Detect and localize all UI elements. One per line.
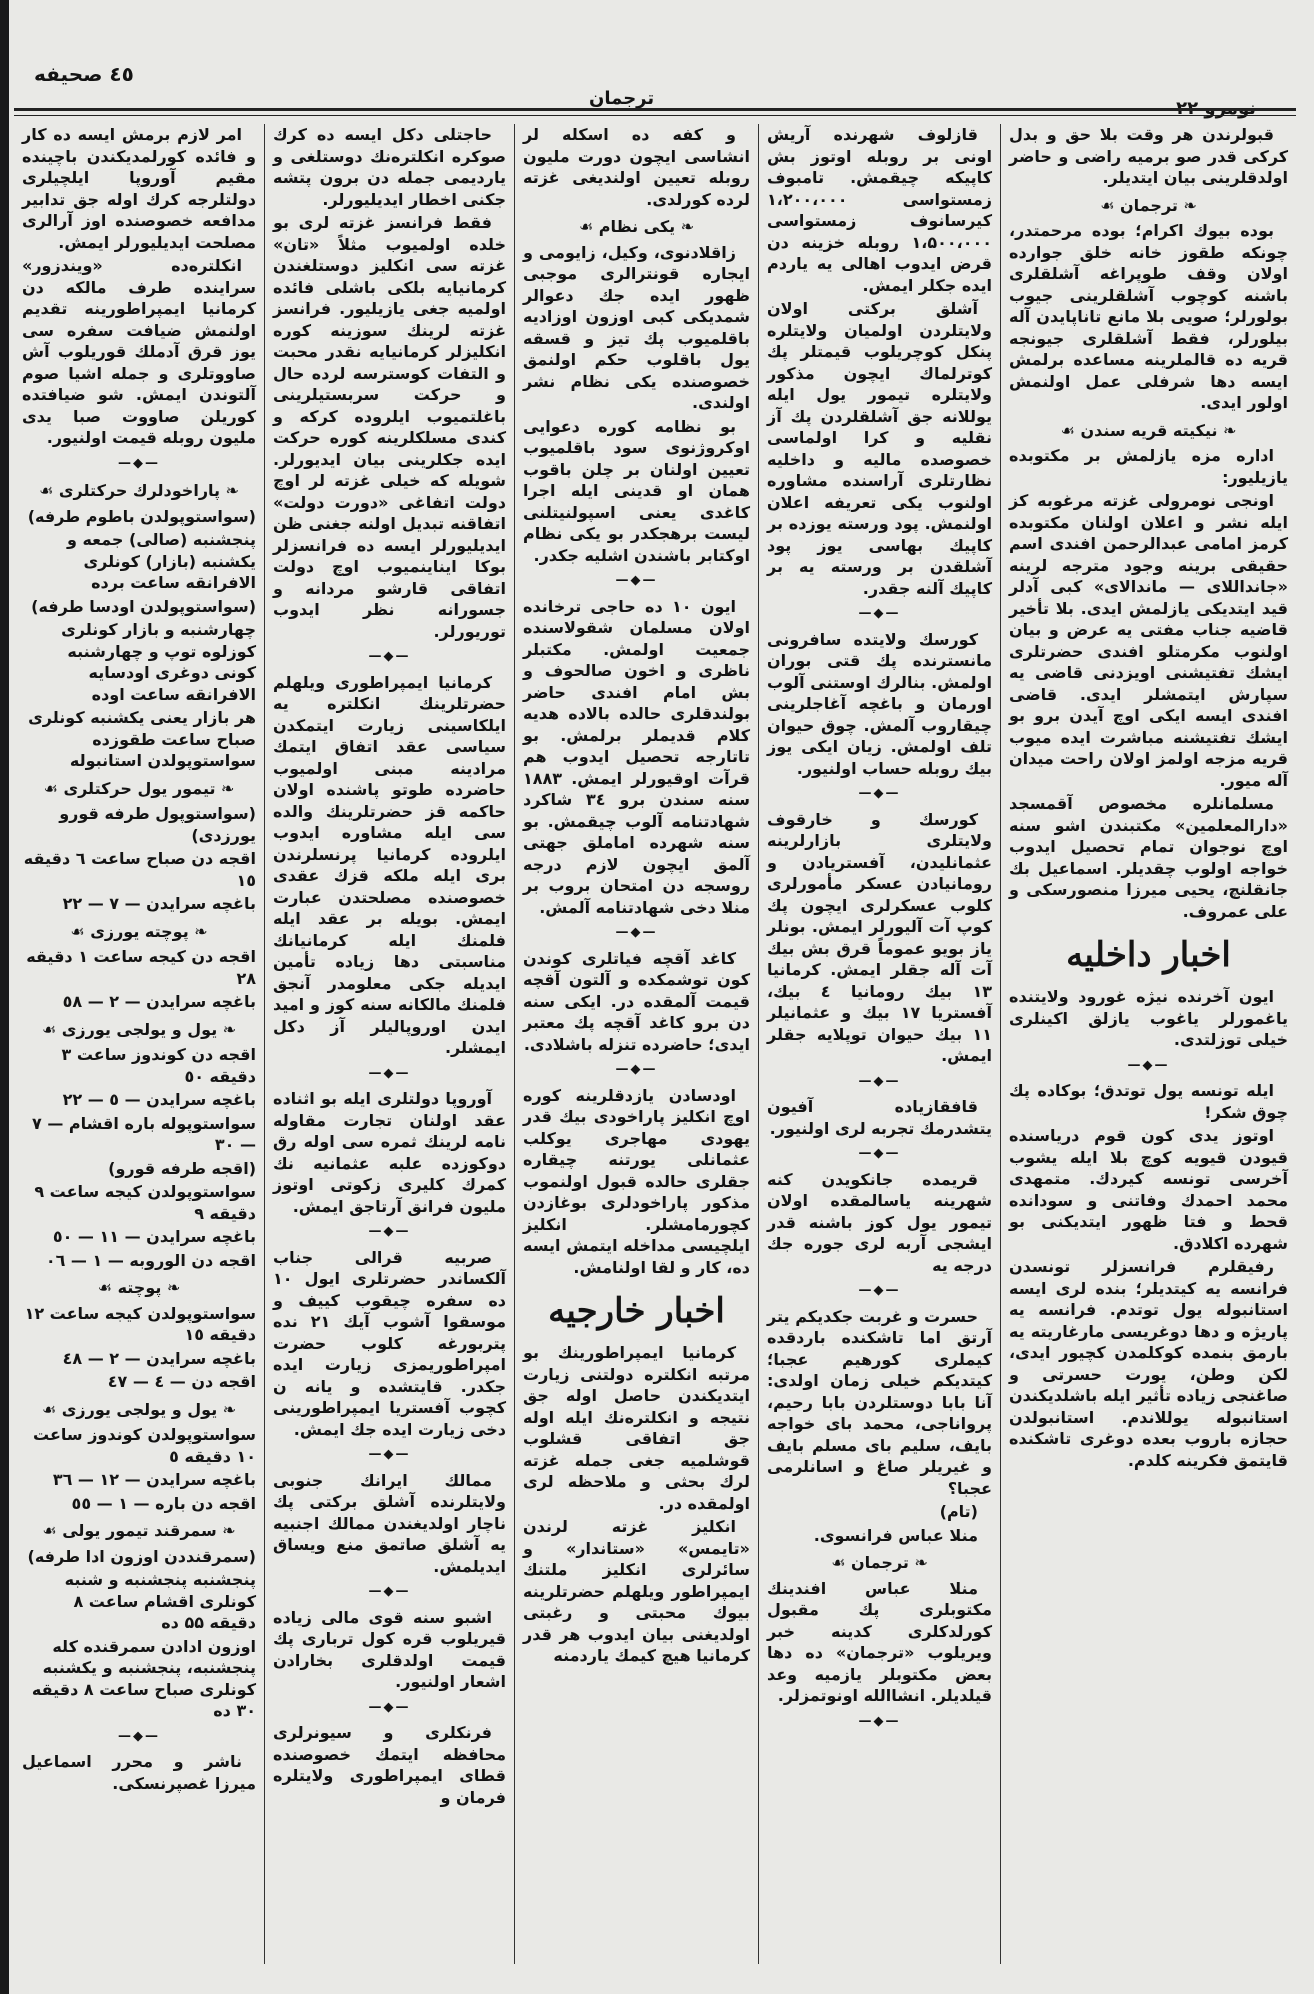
article-paragraph: کورسك ولایتده سافرونی مانسترنده پك قتی بوران اولمش. بنالرك اوستنی آلوب اورمان و باغچه آغاجلرینی چیقاروب آلمش. چوق حیوان تلف اولمش. زیان ایکی یوز بیك روبله حساب اولنیور. (767, 629, 992, 778)
article-paragraph: ناشر و محرر اسماعیل میرزا غصپرنسکی. (22, 1752, 256, 1793)
schedule-line: پنجشنبه (صالی) جمعه و یکشنبه (بازار) کونلری الافرانقه ساعت برده (66, 530, 256, 592)
issue-number: نومرو ٢٢ (1176, 98, 1256, 119)
section-heading: ❧ پوچته یورزی ☙ (22, 921, 256, 943)
schedule-line: باغچه سرایدن — ١٢ — ٣٦ (52, 1470, 256, 1489)
schedule-line: باغچه سرایدن — ٧ — ٢٢ (62, 894, 256, 913)
schedule-line: اقجه دن کیجه ساعت ١ دقیقه ٢٨ (26, 947, 256, 988)
section-heading: ❧ پوچته ☙ (22, 1277, 256, 1299)
schedule-line: اوزون ادادن سمرقنده کله پنجشنبه، پنجشنبه و یکشنبه کونلری صباح ساعت ۸ دقیقه ۳۰ ده (31, 1636, 256, 1720)
article-paragraph: اودسادن یازدقلرینه کوره اوچ انکلیز پاراخودی بیك قدر یهودی مهاجری یوکلب عثمانلی یورتنه چیقاره جقلری حالده قبول اولنموب مذکور پاراخودلری بوغازدن کچورمامشلر. انکلیز ایلچیسی مداخله ایتمش ایسه ده، کار و لقا اولنامش. (523, 1085, 750, 1277)
section-separator: —◆— (368, 1224, 411, 1239)
column-4 (264, 124, 514, 1964)
section-separator: —◆— (118, 1728, 160, 1744)
article-paragraph: کرمانیا ایمپراطورینك بو مرتبه انکلتره دولتنی زیارت ایتدیکندن حاصل اوله جق نتیجه و انکلترەنك ایله اوله جق اتفاقی قشلوب قوشلمیه جغی جمله غزته لرك بحثی و ملاحظه لری اولمقده در. (523, 1343, 750, 1513)
article-paragraph: اشبو سنه قوی مالی زیاده قیریلوب قره کول ترباری پك قیمت اولدقلری بخارادن اشعار اولنیور. (273, 1607, 506, 1691)
schedule-line: اقجه دن صباح ساعت ٦ دقیقه ١٥ (23, 849, 256, 890)
article-paragraph: امر لازم برمش ایسه ده کار و فائده کورلمدیکندن باچینده مقیم آوروپا ایلچیلری دولتلرجه کرك اوله جق تدابیر مدافعه خصوصنده اوز آرالری مصلحت ایدیلیورلر ایمش. (22, 125, 256, 252)
schedule-line: (سواستوپول طرفه قورو یورزدی) (59, 804, 256, 845)
article-paragraph: قافقازیاده آفیون یتشدرمك تجربه لری اولنیور. (767, 1097, 992, 1138)
section-heading: ❧ یول و یولجی یورزی ☙ (22, 1019, 256, 1041)
article-paragraph: انکلیز غزته لرندن «تایمس» «ستاندار» و سائرلری انکلیز ملتنك ایمپراطور ویلهلم حضرتلرینه بیوك محبتی و رغبتی اولدیغنی بیان ایدوب هر قدر کرمانیا هیچ کیمك یاردمنه (523, 1517, 750, 1665)
article-paragraph: قازلوف شهرنده آریش اونی بر روبله اوتوز بش کاپیکه چیقمش. تامبوف زمستواسی ۱،۲۰۰،۰۰۰ کیرسانوف زمستواسی ۱،۵۰۰،۰۰۰ روبله خزینه دن قرض ایدوب اهالی یه یاردم ایده جکلر ایمش. (767, 125, 992, 295)
section-separator: —◆— (615, 925, 658, 940)
schedule-line: باغچه سرایدن — ٢ — ٤٨ (62, 1348, 256, 1368)
section-heading: ❧ پاراخودلرك حرکتلری ☙ (22, 480, 256, 502)
article-paragraph: منلا عباس فرانسوی. (813, 1525, 978, 1545)
section-separator: —◆— (1127, 1057, 1170, 1073)
schedule-line: باغچه سرایدن — ٢ — ٥٨ (62, 992, 256, 1011)
article-paragraph: آشلق برکتی اولان ولایتلردن اولمیان ولایتلره پنکل کوچریلوب قیمتلر پك کوترلماك ایچون مذکور ولایتلره تیمور یول ایله یوللانه جق آشلقلردن پك آز نقلیه و کرا اولماسی خصوصده مالیه و داخلیه نظارتلری آراسنده مشاوره اولنوب یکی تعریفه اعلان اولنمش. پود ورسته یوزده بر کاپیك بهاسی یوز پود آشلقدن بر ورسته یه بر کاپیك آلنه جقدر. (767, 299, 992, 598)
article-paragraph: ایون آخرنده نیژه غورود ولایتنده یاغمورلر یاغوب یازلق اکینلری خیلی توزلتدی. (1009, 987, 1288, 1049)
section-separator: —◆— (368, 1065, 411, 1081)
article-paragraph: حاجتلی دکل ایسه ده کرك صوکره انکلترەنك دوستلغی و یاردیمی جمله دن برون پتشه جکنی اخطار ایدیلیورلر. (273, 125, 506, 209)
section-heading: ❧ یول و یولجی یورزی ☙ (22, 1399, 256, 1421)
article-paragraph: ایله تونسه یول توتدق؛ بوکاده پك چوق شکر! (1009, 1081, 1288, 1122)
article-paragraph: کورسك و خارقوف ولایتلری بازارلرینه عثمانلیدن، آفستریادن و رومانیادن عسکر مأمورلری کلوب عسکرلری ایچون پك کوپ آت آلیورلر ایمش. بونلر یاز بویو عموماً قرق بش بیك آت آله جقلر ایمش. کرمانیا ۱۳ بیك رومانیا ٤ بیك، آفستریا ۱۷ بیك و عثمانیلر ۱۱ بیك حیوان توپلایه جقلر ایمش. (767, 809, 993, 1065)
section-separator: —◆— (118, 455, 160, 471)
schedule-line: سواستوپوله باره اقشام — ٧ — ٣٠ (32, 1113, 256, 1154)
section-heading: ❧ نیکیته قریه سندن ☙ (1009, 420, 1288, 442)
article-paragraph: (تام) (939, 1502, 978, 1521)
section-separator: —◆— (368, 1699, 411, 1715)
column-2 (758, 124, 1000, 1964)
article-paragraph: اونجی نومرولی غزته مرغوبه کز ایله نشر و اعلان اولنان مکتوبده کرمز امامی عبدالرحمن افندی اسم حقیقی برینه وجود مترجه لرینه «جانداللای — ماندالای» کبی آدلر قید ایتدیکی یازلمش ایدی. بلا تأخیر قاضیه جناب مفتی یه عرض و بیان اولنوب مکرمتلو افندی حضرتلری ایشك تفتیشنی اویزدنی قاضی یه سپارش ایتمشلر ایدی. قاضی افندی ایسه ایکی اوچ آیدن برو بو ایشك تفتیشنه مباشرت ایده میوب قریه مزجه اولمز اولان راحت میدان آله میور. (1009, 491, 1288, 790)
section-title: اخبار داخلیه (1066, 935, 1231, 975)
section-title: اخبار خارجیه (548, 1291, 725, 1331)
schedule-line: سواستوپولدن کیجه ساعت ٩ دقیقه ٩ (34, 1182, 256, 1223)
schedule-line: هر بازار یعنی یکشنبه کونلری صباح ساعت طقوزده سواستوپولدن استانبوله (28, 708, 256, 770)
article-paragraph: آوروپا دولتلری ایله بو اثناده عقد اولنان تجارت مقاوله نامه لرینك ثمره سی اوله رق دوکوزده علبه عثمانیه نك کمرك کلیری زکوتی اوتوز ملیون فرانق آرتاجق ایمش. (273, 1089, 506, 1216)
schedule-line: اقجه دن باره — ١ — ٥٥ (71, 1493, 256, 1513)
article-paragraph: حسرت و غربت جکدیکم یتر آرتق اما تاشکنده باردقده کیملری کورهیم عجبا؛ کیتدیکم خیلی زمان اولدی: آنا بابا دوستلردن بابا رحیم، پرواناجی، محمد بای خواجه بایف، سلیم بای مسلم بایف و غیریلر صاغ و اسانلرمی عجبا؟ (767, 1306, 992, 1498)
column-3 (514, 124, 758, 1964)
article-paragraph: منلا عباس افندینك مکتوبلری پك مقبول کورلدکلری کدینه خبر ویریلوب «ترجمان» ده دها بعض مکتوبلر یازمیه وعد قیلدیلر. انشاالله اونوتمزلر. (767, 1578, 992, 1705)
article-paragraph: صربیه قرالی جناب آلکساندر حضرتلری ایول ۱۰ ده سفره چیقوب کییف و موسقوا آشوب آیك ۲۱ نده پتربورغه کلوب حضرت امپراطوریمزی زیارت ایده جکدر. قایتشده و یانه ن کچوب آفستریا ایمپراطورینی دخی زیارت ایده جك ایمش. (273, 1247, 506, 1439)
schedule-line: (سواستوپولدن اودسا طرفه) (31, 596, 256, 616)
section-separator: —◆— (858, 1073, 901, 1089)
article-paragraph: مسلمانلره مخصوص آقمسجد «دارالمعلمین» مکتبندن اشو سنه اوچ نوجوان تمام تحصیل ایدوب خواجه اولوب چقدیلر. اسماعیل بك جانقلنچ، یحیی میرزا منصورسکی و علی عمروف. (1009, 794, 1288, 921)
section-heading: ❧ سمرقند تیمور یولی ☙ (22, 1520, 256, 1542)
schedule-line: پنجشنبه پنجشنبه و شنبه کونلری اقشام ساعت ۸ دقیقه ۵۵ ده (64, 1570, 256, 1632)
section-separator: —◆— (368, 1584, 411, 1599)
column-1 (1000, 124, 1296, 1964)
article-paragraph: اداره مزه یازلمش بر مکتوبده یازیلیور: (1009, 446, 1288, 487)
schedule-line: چهارشنبه و بازار کونلری کوزلوه توپ و چهارشنبه کونی دوغری اودسایه الافرانقه ساعت اوده (61, 620, 256, 704)
article-paragraph: کاغد آقچه فیاتلری کوندن کون توشمکده و آلتون آقچه قیمت آلمقده در. ایکی سنه دن برو کاغد آقچه پك معتبر ایدی؛ حاضرده تنزله باشلادی. (523, 948, 750, 1054)
article-paragraph: بو نظامه کوره دعوایی اوکروژنوی سود باقلمیوب تعیین اولنان بر چلن باقوب همان او قدینی ایله اجرا کاغدی یعنی اسپولنیتلنی لیست برهجکدر بو یکی نظام اوکتابر باشندن اشلیه جکدر. (523, 416, 750, 565)
schedule-line: سواستوپولدن کوندوز ساعت ١٠ دقیقه ٥ (33, 1425, 256, 1466)
schedule-line: (اقجه طرفه قورو) (108, 1158, 256, 1178)
schedule-line: (سواستوپولدن باطوم طرفه) (27, 506, 256, 526)
section-separator: —◆— (615, 573, 658, 588)
schedule-line: باغچه سرایدن — ١١ — ٥٠ (52, 1227, 256, 1246)
schedule-line: اقجه دن کوندوز ساعت ٣ دقیقه ٥٠ (61, 1045, 256, 1086)
schedule-line: (سمرقنددن اوزون ادا طرفه) (27, 1546, 256, 1566)
section-separator: —◆— (615, 1062, 658, 1077)
article-paragraph: فرنکلری و سیونرلری محافظه ایتمك خصوصنده قطای ایمپراطوری ولایتلره فرمان و (273, 1723, 506, 1807)
article-paragraph: بوده بیوك اکرام؛ بوده مرحمتدر، چونکه طقوز خانه خلق جوارده اولان وقف طوپراغه آشلقلری باشنه کوچوب آشلقلرینی جیوب بولورلر؛ صویی بلا مانع تاناپایدن آله بیلورلر، فقط آشلقلری جیونجه قریه ده قالملرینه مساعده برلمش ایسه دها شرفلی عمل اولنمش اولور ایدی. (1009, 221, 1288, 412)
section-heading: ❧ تیمور یول حرکتلری ☙ (22, 778, 256, 800)
article-paragraph: ایون ۱۰ ده حاجی ترخانده اولان مسلمان شقولاسنده جمعیت اولمش. مکتبلر ناظری و اخون صالحوف و بش امام افندی حاضر بولندقلری حالده بالاده هدیه کلام قدیملر برلمش. بو تاتارجه تحصیل ایدوب هم قرآت اوقیورلر ایمش. ۱۸۸۳ سنه سندن برو ۳٤ شاکرد شهادتنامه آلوب چیقمش. بو سنه شهرده اماملق جهتی آلمق ایچون لازم درجه روسجه دن امتحان بروب بر منلا دخی شهادتنامه آلمش. (523, 596, 750, 917)
page-number: ٤٥ صحیفه (34, 62, 134, 86)
section-separator: —◆— (368, 649, 411, 664)
newspaper-columns (14, 124, 1296, 1964)
section-heading: ❧ ترجمان ☙ (1009, 195, 1288, 217)
section-separator: —◆— (368, 1447, 411, 1462)
schedule-line: اقجه دن — ٤ — ٤٧ (107, 1372, 256, 1391)
article-paragraph: اوتوز یدی کون قوم دریاسنده قیودن قیویه کوچ بلا ایله یشوب آخرسی تونسه کیردك. متمهدی محمد احمدك وفاتنی و سودانده قحط و فتا ظهور ایتدیکنی بو شهرده اکلادق. (1009, 1126, 1288, 1253)
schedule-line: اقجه دن الوروبه — ١ — ٠٦ (45, 1250, 256, 1270)
column-5 (14, 124, 264, 1964)
page-edge-shadow (0, 0, 9, 1994)
article-paragraph: انکلترەده «ویندزور» سراینده طرف مالکه دن کرمانیا ایمپراطورینه تقدیم اولنمش ضیافت سفره سی یوز قرق آدملك قوریلوب آش صاووتلری و جمله اشیا صوم آلتوندن ایمش. شو ضیافتده کوریلن صاووت صبا یدی ملیون روبله قیمت اولنیور. (22, 256, 256, 447)
section-heading: ❧ یکی نظام ☙ (523, 216, 750, 238)
header-double-rule (14, 108, 1296, 116)
section-separator: —◆— (858, 606, 901, 621)
section-separator: —◆— (858, 1146, 901, 1161)
masthead-title: ترجمان (589, 88, 655, 109)
schedule-line: باغچه سرایدن — ٥ — ٢٢ (62, 1090, 256, 1109)
article-paragraph: زاقلادنوی، وکیل، زایومی و ایجاره قونترالری موجبی ظهور ایده جك دعوالر شمدیکی کبی اوزون اوزادیه باقلمیوب پك تیز و قسقه یول باقلوب حکم اولنمق خصوصنده یکی نظام نشر اولندی. (523, 242, 750, 412)
article-paragraph: کرمانیا ایمپراطوری ویلهلم حضرتلرینك انکلتره یه ایلکاسینی زیارت ایتمکدن سیاسی عقد اتفاق ایتمك مرادینه مبنی اولمیوب حاضرده طوتو پاشنده اولان حاکمه قز حضرتلرینك والده سی ایله مشاوره ایدوب ایلروده کرمانیا پرنسلرندن بری ایله ملکه قزك عقدی خصوصنده مصلحتدن عبارت ایمش. بویله بر عقد ایله فلمنك ایله کرمانیانك مناسبتی دها زیاده تأمین ایدیله جکی معلومدر آنجق فلمنك مالکانه سنه کوز و امید ایدن اوروپالیلر آز دکل ایمشلر. (273, 672, 506, 1057)
article-paragraph: فقط فرانسز غزته لری بو خلده اولمیوب مثلاً «تان» غزته سی انکلیز دوستلغندن کرمانیایه بلکی باشلی فائده اولمیه جغی یازیلیور. فرانسز غزته لرینك سوزینه کوره انکلیزلر کرمانیایه نقدر محبت و التفات کوسترسه لرده حال و حرکت سربستیلرینی باغلتمیوب ایلروده کرکه و کندی مسلکلرینه کوره حرکت ایده جکلرینی بیان ایدیورلر. شویله که خیلی غزته لر اوچ دولت اتفاغی «دورت دولت» اتفاقنه تبدیل اولنه جغنی ظن ایدیلیورلر ایسه ده فرانسزلر بوکا ایناینمیوب اوچ دولت اتفاقی قارشو مردانه و جسورانه نظر ایدوب توریورلر. (273, 213, 506, 641)
article-paragraph: قریمده جانکویدن کنه شهرینه یاسالمقده اولان تیمور یول کوز باشنه قدر ایشجی آربه لری جوره جك درجه یه (767, 1169, 992, 1275)
article-paragraph: ممالك ایرانك جنوبی ولایتلرنده آشلق برکتی پك ناچار اولدیغندن ممالك اجنبیه یه آشلق صاتمق منع ویساق ایدیلمش. (273, 1470, 506, 1576)
section-separator: —◆— (858, 1283, 901, 1298)
article-paragraph: رفیقلرم فرانسزلر تونسدن فرانسه یه کیتدیلر؛ بنده لری ایسه استانبوله یول توتدم. فرانسه یه پاریژه و دها دوغریسی مارغاریته یه بارمق بنمده کوکلمدن کچیور ایدی، لکن وطن، یورت حسرتی و صاغنجی زیاده تأثیر ایله باشلدیکندن استانبوله یوللاندم. استانبولدن حجازه باروب بعده دوغری تاشکنده قایتمق فکرینه کلدم. (1009, 1257, 1288, 1470)
schedule-line: سواستوپولدن کیجه ساعت ١٢ دقیقه ١٥ (24, 1303, 256, 1344)
section-separator: —◆— (858, 1713, 901, 1729)
article-paragraph: و کفه ده اسکله لر انشاسی ایچون دورت ملیون روبله تعیین اولندیغی غزته لرده کورلدی. (523, 125, 750, 209)
article-paragraph: قبولرندن هر وقت بلا حق و بدل کرکی قدر صو برمیه راضی و حاضر اولدقلرینی بیان ایتدیلر. (1009, 125, 1288, 187)
section-heading: ❧ ترجمان ☙ (767, 1552, 992, 1574)
section-separator: —◆— (858, 786, 901, 801)
